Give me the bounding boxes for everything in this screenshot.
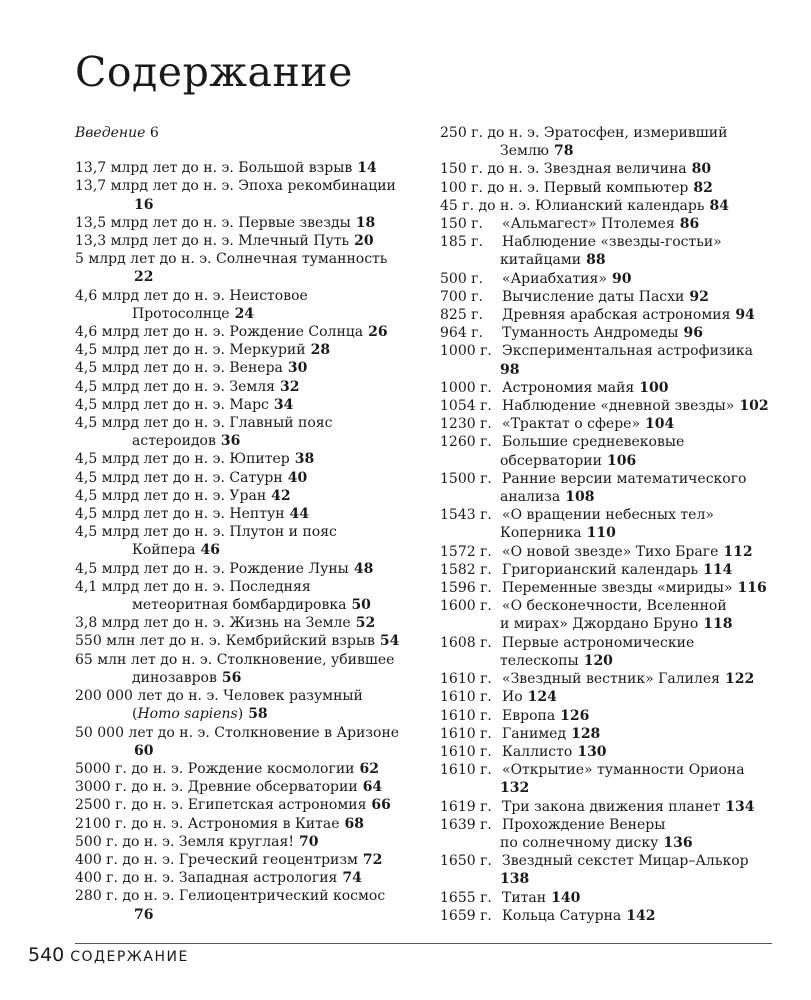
toc-entry-continuation[interactable]: Протосолнце 24 — [132, 305, 255, 322]
toc-entry-intro[interactable] — [75, 124, 425, 142]
toc-entry-page: 6 — [149, 125, 159, 141]
toc-entry[interactable]: 4,5 млрд лет до н. э. Уран 42 — [75, 487, 291, 504]
toc-entry-page[interactable]: 98 — [500, 361, 520, 378]
toc-entry[interactable]: 1610 г. Ио 124 — [440, 689, 557, 706]
toc-entry[interactable]: 65 млн лет до н. э. Столкновение, убившее — [75, 651, 395, 668]
toc-entry-page[interactable]: 16 — [134, 196, 154, 213]
toc-entry[interactable]: 1650 г. Звездный секстет Мицар–Алькор — [440, 853, 749, 870]
toc-entry[interactable]: 1608 г. Первые астрономические — [440, 634, 695, 651]
toc-entry-continuation[interactable]: и мирах» Джордано Бруно 118 — [500, 616, 733, 633]
toc-entry[interactable]: 1596 г. Переменные звезды «мириды» 116 — [440, 580, 767, 597]
toc-entry-continuation[interactable]: китайцами 88 — [500, 252, 606, 269]
toc-entry[interactable]: 250 г. до н. э. Эратосфен, измеривший — [440, 125, 728, 141]
toc-entry[interactable]: 185 г. Наблюдение «звезды-гостьи» — [440, 234, 722, 251]
page-number: 540 — [28, 944, 65, 966]
toc-column-left — [75, 124, 425, 924]
toc-entry[interactable]: 1582 г. Григорианский календарь 114 — [440, 561, 733, 578]
toc-entry[interactable]: 150 г. «Альмагест» Птолемея 86 — [440, 216, 700, 233]
toc-entry[interactable]: 4,5 млрд лет до н. э. Венера 30 — [75, 360, 308, 377]
toc-entry-continuation[interactable]: Койпера 46 — [132, 542, 221, 559]
toc-entry-continuation[interactable]: Землю 78 — [500, 143, 574, 160]
toc-entry[interactable]: 1230 г. «Трактат о сфере» 104 — [440, 416, 675, 433]
toc-entry-page[interactable]: 76 — [134, 906, 154, 923]
toc-entry[interactable]: 2500 г. до н. э. Египетская астрономия 66 — [75, 797, 391, 814]
toc-entry[interactable]: 1659 г. Кольца Сатурна 142 — [440, 907, 656, 924]
toc-entry-page[interactable]: 132 — [500, 780, 530, 797]
toc-entry-continuation[interactable]: (Homo sapiens) 58 — [132, 706, 268, 723]
toc-entry[interactable]: 550 млн лет до н. э. Кембрийский взрыв 54 — [75, 633, 400, 650]
toc-entry[interactable]: 4,5 млрд лет до н. э. Главный пояс — [75, 415, 333, 432]
toc-entry[interactable]: 964 г. Туманность Андромеды 96 — [440, 325, 703, 342]
toc-entry[interactable]: 1000 г. Экспериментальная астрофизика — [440, 343, 753, 360]
toc-entry-continuation[interactable]: анализа 108 — [500, 489, 595, 506]
toc-entry[interactable]: 4,5 млрд лет до н. э. Плутон и пояс — [75, 524, 337, 541]
toc-entry-continuation[interactable]: по солнечному диску 136 — [500, 834, 693, 851]
toc-entry[interactable]: 200 000 лет до н. э. Человек разумный — [75, 688, 363, 705]
toc-entry[interactable]: 1639 г. Прохождение Венеры — [440, 816, 666, 833]
toc-entry[interactable]: 1054 г. Наблюдение «дневной звезды» 102 — [440, 398, 769, 415]
toc-entry[interactable]: 1260 г. Большие средневековые — [440, 434, 685, 451]
toc-entry-continuation[interactable]: телескопы 120 — [500, 652, 613, 669]
toc-entry[interactable]: 825 г. Древняя арабская астрономия 94 — [440, 307, 755, 324]
toc-entry[interactable]: 2100 г. до н. э. Астрономия в Китае 68 — [75, 815, 364, 832]
toc-entry[interactable]: 4,1 млрд лет до н. э. Последняя — [75, 578, 311, 595]
toc-entry[interactable]: 45 г. до н. э. Юлианский календарь 84 — [440, 197, 729, 214]
toc-entry[interactable]: 50 000 лет до н. э. Столкновение в Аризоне — [75, 724, 400, 741]
toc-entry-continuation[interactable]: динозавров 56 — [132, 669, 242, 686]
toc-entry[interactable]: 4,5 млрд лет до н. э. Меркурий 28 — [75, 342, 331, 359]
toc-entry-page[interactable]: 22 — [134, 269, 154, 286]
toc-entry[interactable]: 1610 г. Ганимед 128 — [440, 725, 601, 742]
toc-entry[interactable]: 1543 г. «О вращении небесных тел» — [440, 507, 714, 524]
toc-entry[interactable]: 100 г. до н. э. Первый компьютер 82 — [440, 179, 713, 196]
toc-entry[interactable]: 4,5 млрд лет до н. э. Земля 32 — [75, 378, 300, 395]
toc-entry[interactable]: 4,5 млрд лет до н. э. Рождение Луны 48 — [75, 560, 374, 577]
toc-entry[interactable]: 400 г. до н. э. Греческий геоцентризм 72 — [75, 851, 383, 868]
toc-entry[interactable]: 3000 г. до н. э. Древние обсерватории 64 — [75, 779, 383, 796]
toc-entry-continuation[interactable]: Коперника 110 — [500, 525, 616, 542]
toc-entry[interactable]: 1619 г. Три закона движения планет 134 — [440, 798, 755, 815]
running-head: СОДЕРЖАНИЕ — [70, 949, 189, 965]
toc-entry[interactable]: 1610 г. Европа 126 — [440, 707, 590, 724]
toc-entry[interactable]: 4,6 млрд лет до н. э. Неистовое — [75, 287, 308, 304]
toc-entry-continuation[interactable]: обсерватории 106 — [500, 452, 637, 469]
toc-entry-continuation[interactable]: метеоритная бомбардировка 50 — [132, 597, 371, 614]
toc-entry[interactable]: 1600 г. «О бесконечности, Вселенной — [440, 598, 727, 615]
toc-entry[interactable]: 280 г. до н. э. Гелиоцентрический космос — [75, 888, 386, 905]
toc-entry[interactable]: 13,3 млрд лет до н. э. Млечный Путь 20 — [75, 233, 374, 250]
toc-entry[interactable]: 1610 г. «Звездный вестник» Галилея 122 — [440, 671, 755, 688]
toc-entry[interactable]: 1610 г. Каллисто 130 — [440, 743, 607, 760]
toc-entry[interactable]: 400 г. до н. э. Западная астрология 74 — [75, 870, 362, 887]
toc-entry[interactable]: 150 г. до н. э. Звездная величина 80 — [440, 161, 712, 178]
toc-entry[interactable]: 13,5 млрд лет до н. э. Первые звезды 18 — [75, 214, 376, 231]
toc-entry[interactable]: 4,5 млрд лет до н. э. Юпитер 38 — [75, 451, 315, 468]
page-title: Содержание — [75, 48, 353, 96]
toc-entry-page[interactable]: 138 — [500, 871, 530, 888]
toc-entry[interactable]: 1655 г. Титан 140 — [440, 889, 581, 906]
toc-entry[interactable]: 5000 г. до н. э. Рождение космологии 62 — [75, 760, 379, 777]
toc-entry[interactable]: 500 г. «Ариабхатия» 90 — [440, 270, 632, 287]
toc-entry[interactable]: 4,6 млрд лет до н. э. Рождение Солнца 26 — [75, 324, 388, 341]
toc-entry[interactable]: 4,5 млрд лет до н. э. Марс 34 — [75, 396, 294, 413]
toc-entry[interactable]: 4,5 млрд лет до н. э. Нептун 44 — [75, 506, 310, 523]
toc-entry[interactable]: 1500 г. Ранние версии математического — [440, 470, 747, 487]
toc-entry[interactable]: 3,8 млрд лет до н. э. Жизнь на Земле 52 — [75, 615, 376, 632]
toc-entry[interactable]: 1572 г. «О новой звезде» Тихо Браге 112 — [440, 543, 753, 560]
toc-entry-page[interactable]: 60 — [134, 742, 154, 759]
toc-entry-continuation[interactable]: астероидов 36 — [132, 433, 241, 450]
toc-column-right — [440, 124, 780, 925]
toc-entry[interactable]: 500 г. до н. э. Земля круглая! 70 — [75, 833, 319, 850]
toc-entry[interactable]: 700 г. Вычисление даты Пасхи 92 — [440, 288, 709, 305]
toc-entry[interactable]: 1000 г. Астрономия майя 100 — [440, 379, 669, 396]
toc-entry[interactable]: 13,7 млрд лет до н. э. Большой взрыв 14 — [75, 160, 377, 177]
toc-entry[interactable]: 1610 г. «Открытие» туманности Ориона — [440, 762, 745, 779]
toc-entry[interactable]: 5 млрд лет до н. э. Солнечная туманность — [75, 251, 388, 268]
toc-entry-title: Введение — [75, 125, 146, 141]
toc-entry[interactable]: 13,7 млрд лет до н. э. Эпоха рекомбинации — [75, 178, 396, 195]
toc-entry[interactable]: 4,5 млрд лет до н. э. Сатурн 40 — [75, 469, 308, 486]
page-footer — [28, 944, 189, 966]
